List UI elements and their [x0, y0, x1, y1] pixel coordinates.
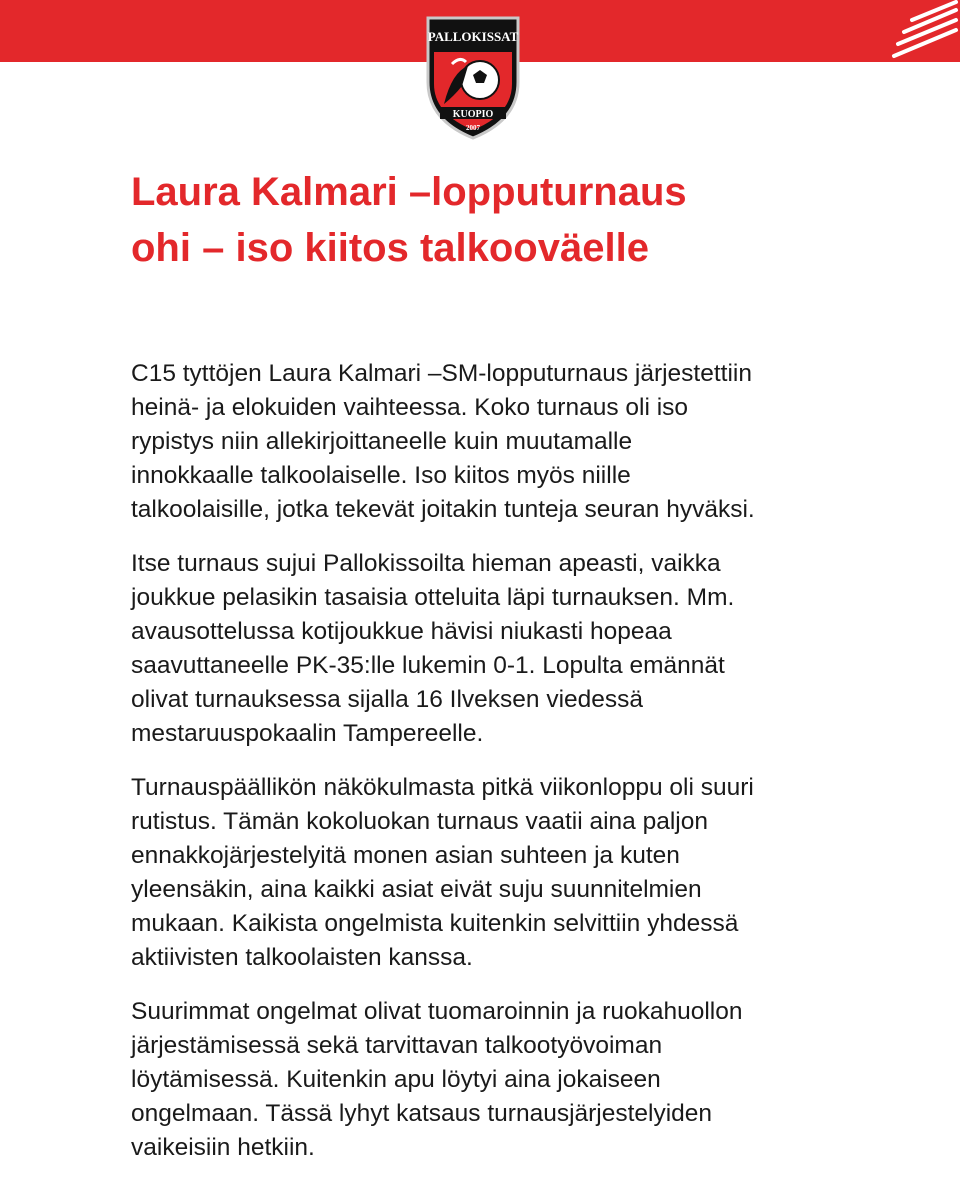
text-line: ennakkojärjestelyitä monen asian suhteen ja kuten	[131, 842, 680, 869]
text-line: yleensäkin, aina kaikki asiat eivät suju suunnitelmien	[131, 876, 702, 903]
text-line: Suurimmat ongelmat olivat tuomaroinnin ja ruokahuollon	[131, 998, 743, 1025]
text-line: saavuttaneelle PK-35:lle lukemin 0-1. Lopulta emännät	[131, 652, 725, 679]
text-line: ongelmaan. Tässä lyhyt katsaus turnausjärjestelyiden	[131, 1100, 713, 1127]
paragraph-1	[131, 357, 921, 527]
text-line: rutistus. Tämän kokoluokan turnaus vaatii aina paljon	[131, 808, 708, 835]
logo-year: 2007	[466, 124, 480, 132]
text-line: järjestämisessä sekä tarvittavan talkootyövoiman	[131, 1032, 663, 1059]
article-body	[131, 357, 921, 1185]
text-line: joukkue pelasikin tasaisia otteluita läpi turnauksen. Mm.	[131, 584, 735, 611]
club-logo	[422, 12, 524, 142]
title-line: Laura Kalmari –lopputurnaus	[131, 170, 687, 214]
text-line: mukaan. Kaikista ongelmista kuitenkin selvittiin yhdessä	[131, 910, 739, 937]
text-line: vaikeisiin hetkiin.	[131, 1134, 315, 1161]
decorative-stripes-icon	[890, 0, 960, 62]
text-line: C15 tyttöjen Laura Kalmari –SM-lopputurnaus järjestettiin	[131, 360, 752, 387]
paragraph-2	[131, 547, 921, 751]
text-line: rypistys niin allekirjoittaneelle kuin muutamalle	[131, 428, 633, 455]
article-title	[131, 164, 911, 276]
paragraph-4	[131, 995, 921, 1165]
text-line: talkoolaisille, jotka tekevät joitakin tunteja seuran hyväksi.	[131, 496, 755, 523]
club-crest-icon	[422, 12, 524, 142]
text-line: heinä- ja elokuiden vaihteessa. Koko turnaus oli iso	[131, 394, 689, 421]
text-line: innokkaalle talkoolaiselle. Iso kiitos myös niille	[131, 462, 631, 489]
title-line: ohi – iso kiitos talkooväelle	[131, 226, 649, 270]
text-line: aktiivisten talkoolaisten kanssa.	[131, 944, 473, 971]
text-line: avausottelussa kotijoukkue hävisi niukasti hopeaa	[131, 618, 672, 645]
text-line: Itse turnaus sujui Pallokissoilta hieman apeasti, vaikka	[131, 550, 721, 577]
text-line: löytämisessä. Kuitenkin apu löytyi aina jokaiseen	[131, 1066, 661, 1093]
text-line: olivat turnauksessa sijalla 16 Ilveksen viedessä	[131, 686, 644, 713]
text-line: Turnauspäällikön näkökulmasta pitkä viikonloppu oli suuri	[131, 774, 754, 801]
paragraph-3	[131, 771, 921, 975]
logo-name: PALLOKISSAT	[427, 29, 519, 44]
logo-city: KUOPIO	[452, 109, 494, 120]
text-line: mestaruuspokaalin Tampereelle.	[131, 720, 484, 747]
